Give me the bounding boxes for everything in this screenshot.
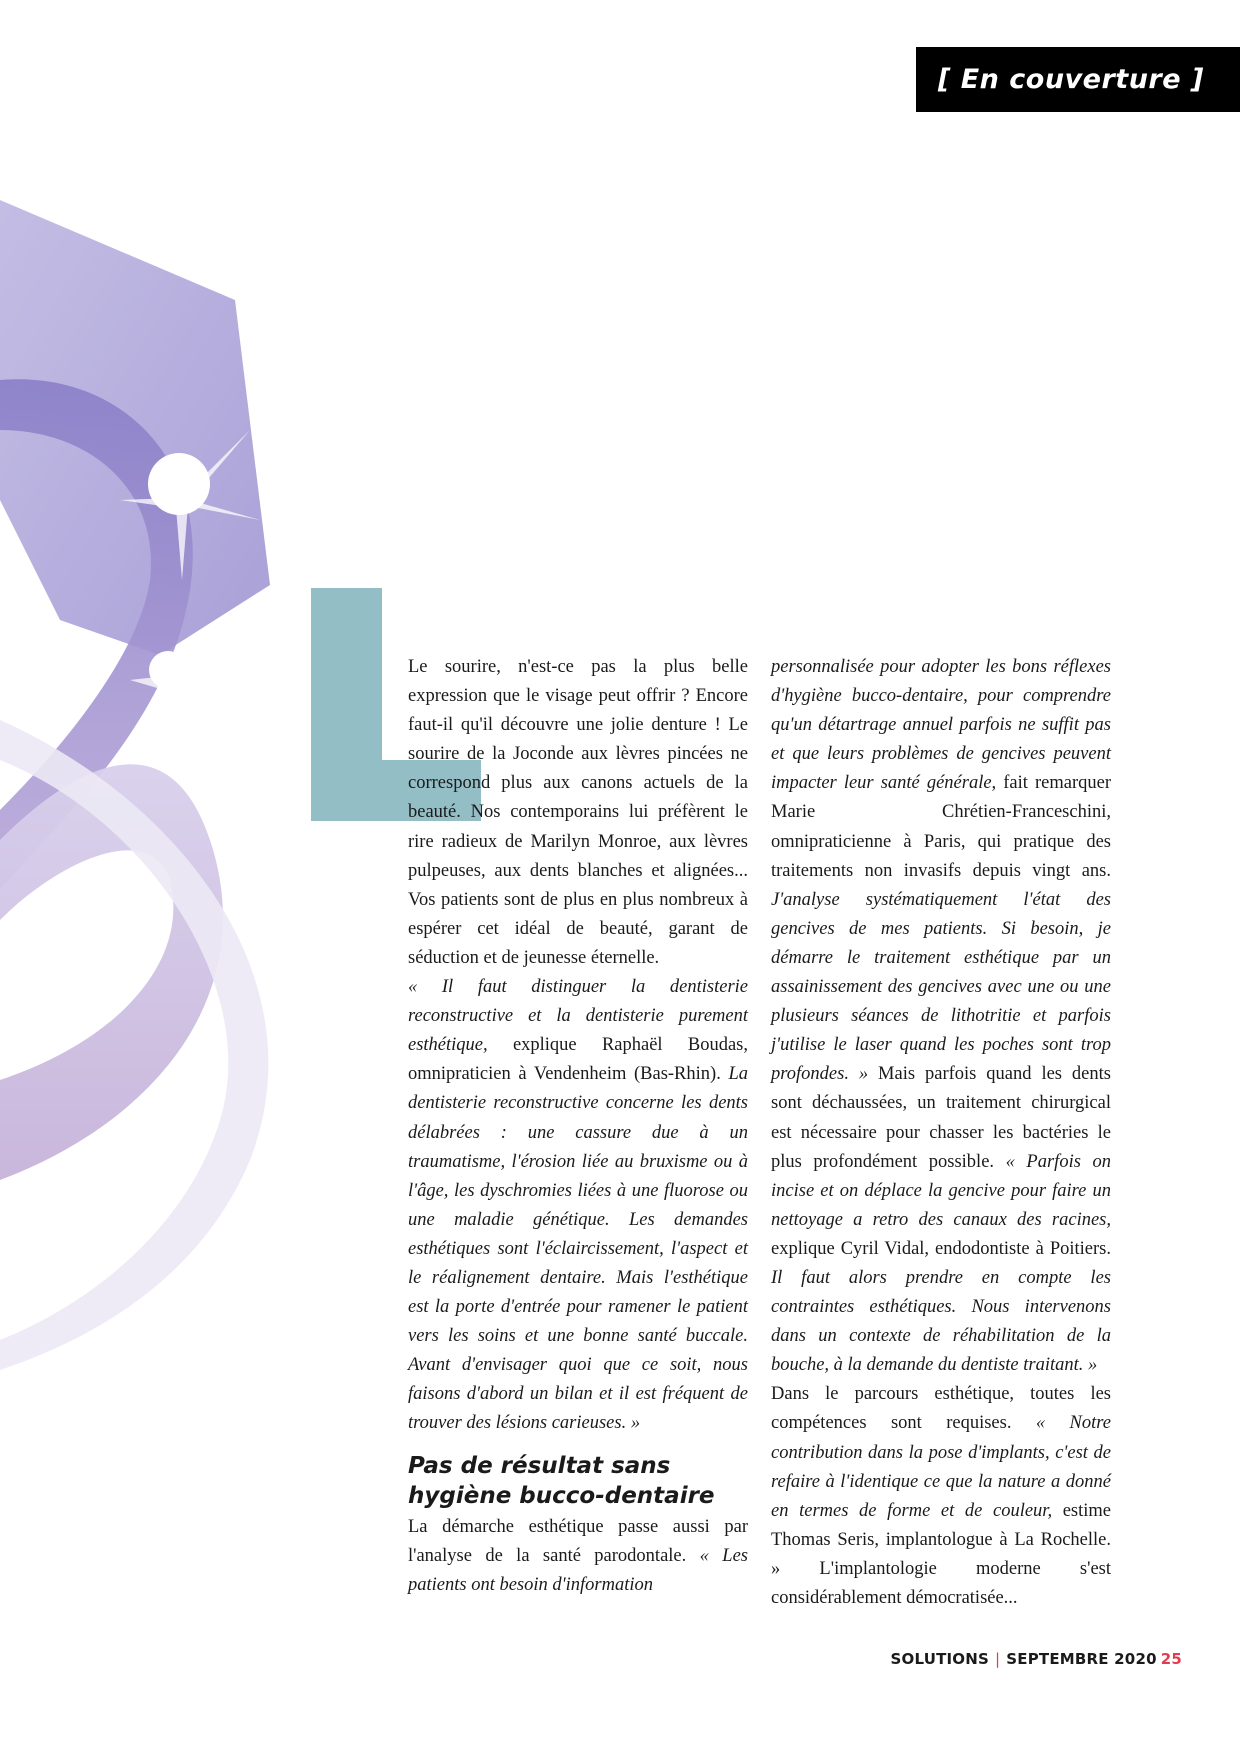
quote: « Les patients ont besoin d'information (408, 1545, 748, 1595)
decor-circle (148, 453, 210, 515)
footer-separator: | (995, 1650, 1001, 1668)
decorative-swirl-illustration (0, 200, 310, 1480)
body-text: Dans le parcours esthétique, toutes les compétences sont requises. (771, 1384, 1111, 1434)
attribution: explique Raphaël Boudas, omnipraticien à Vendenheim (Bas-Rhin). (408, 1035, 748, 1085)
magazine-name: SOLUTIONS (890, 1650, 989, 1668)
section-subheading: Pas de résultat sans hygiène bucco-dentaire (408, 1452, 715, 1509)
attribution: estime Thomas Seris, implantologue à La Rochelle. » L'implantologie moderne s'est considérablement démocratisée... (771, 1500, 1111, 1608)
body-text: La démarche esthétique passe aussi par l'analyse de la santé parodontale. (408, 1516, 748, 1566)
body-text: Mais parfois quand les dents sont déchaussées, un traitement chirurgical est nécessaire pour chasser les bactéries le plus profondément possible. (771, 1064, 1111, 1172)
intro-paragraph: Le sourire, n'est-ce pas la plus belle expression que le visage peut offrir ? Encore faut-il qu'il découvre une jolie denture ! Le sourire de la Joconde aux lèvres pincées ne correspond plus aux canons actuels de la beauté. Nos contemporains lui préfèrent le rire radieux de Marilyn Monroe, aux lèvres pulpeuses, aux dents blanches et alignées... Vos patients sont de plus en plus nombreux à espérer cet idéal de beauté, garant de séduction et de jeunesse éternelle. (408, 657, 748, 968)
article-column-left (408, 653, 748, 1600)
page-number: 25 (1160, 1650, 1182, 1668)
quote: Il faut alors prendre en compte les contraintes esthétiques. Nous intervenons dans un contexte de réhabilitation de la bouche, à la demande du dentiste traitant. » (771, 1267, 1111, 1376)
paragraph-boudas (408, 973, 748, 1439)
issue-date: SEPTEMBRE 2020 (1006, 1650, 1157, 1668)
page-footer (891, 1650, 1182, 1668)
decor-circle (149, 651, 187, 689)
paragraph-seris (771, 1380, 1111, 1613)
quote: J'analyse systématiquement l'état des gencives de mes patients. Si besoin, je démarre le traitement esthétique par un assainissement des gencives avec une ou une plusieurs séances de lithotritie et parfois j'utilise le laser quand les poches sont trop profondes. » (771, 889, 1111, 1085)
paragraph-chretien (771, 653, 1111, 1380)
quote: La dentisterie reconstructive concerne les dents délabrées : une cassure due à un traumatisme, l'érosion liée au bruxisme ou à l'âge, les dyschromies liées à une fluorose ou une maladie génétique. Les demandes esthétiques sont l'éclaircissement, l'aspect et le réalignement dentaire. Mais l'esthétique est la porte d'entrée pour ramener le patient vers les soins et une bonne santé buccale. Avant d'envisager quoi que ce soit, nous faisons d'abord un bilan et il est fréquent de trouver des lésions carieuses. » (408, 1064, 748, 1434)
quote: « Parfois on incise et on déplace la gencive pour faire un nettoyage a retro des canaux des racines, (771, 1151, 1111, 1230)
attribution: fait remarquer Marie Chrétien-Franceschini, omnipraticienne à Paris, qui pratique des traitements non invasifs depuis vingt ans. (771, 773, 1111, 881)
article-column-right (771, 653, 1111, 1613)
quote: « Notre contribution dans la pose d'implants, c'est de refaire à l'identique ce que la nature a donné en termes de forme et de couleur, (771, 1413, 1111, 1521)
attribution: explique Cyril Vidal, endodontiste à Poitiers. (771, 1238, 1111, 1259)
section-tag: [ En couverture ] (916, 47, 1240, 112)
quote: « Il faut distinguer la dentisterie reconstructive et la dentisterie purement esthétique, (408, 977, 748, 1056)
paragraph-parodontale (408, 1513, 748, 1600)
quote: personnalisée pour adopter les bons réflexes d'hygiène bucco-dentaire, pour comprendre qu'un détartrage annuel parfois ne suffit pas et que leurs problèmes de gencives peuvent impacter leur santé générale, (771, 657, 1111, 794)
